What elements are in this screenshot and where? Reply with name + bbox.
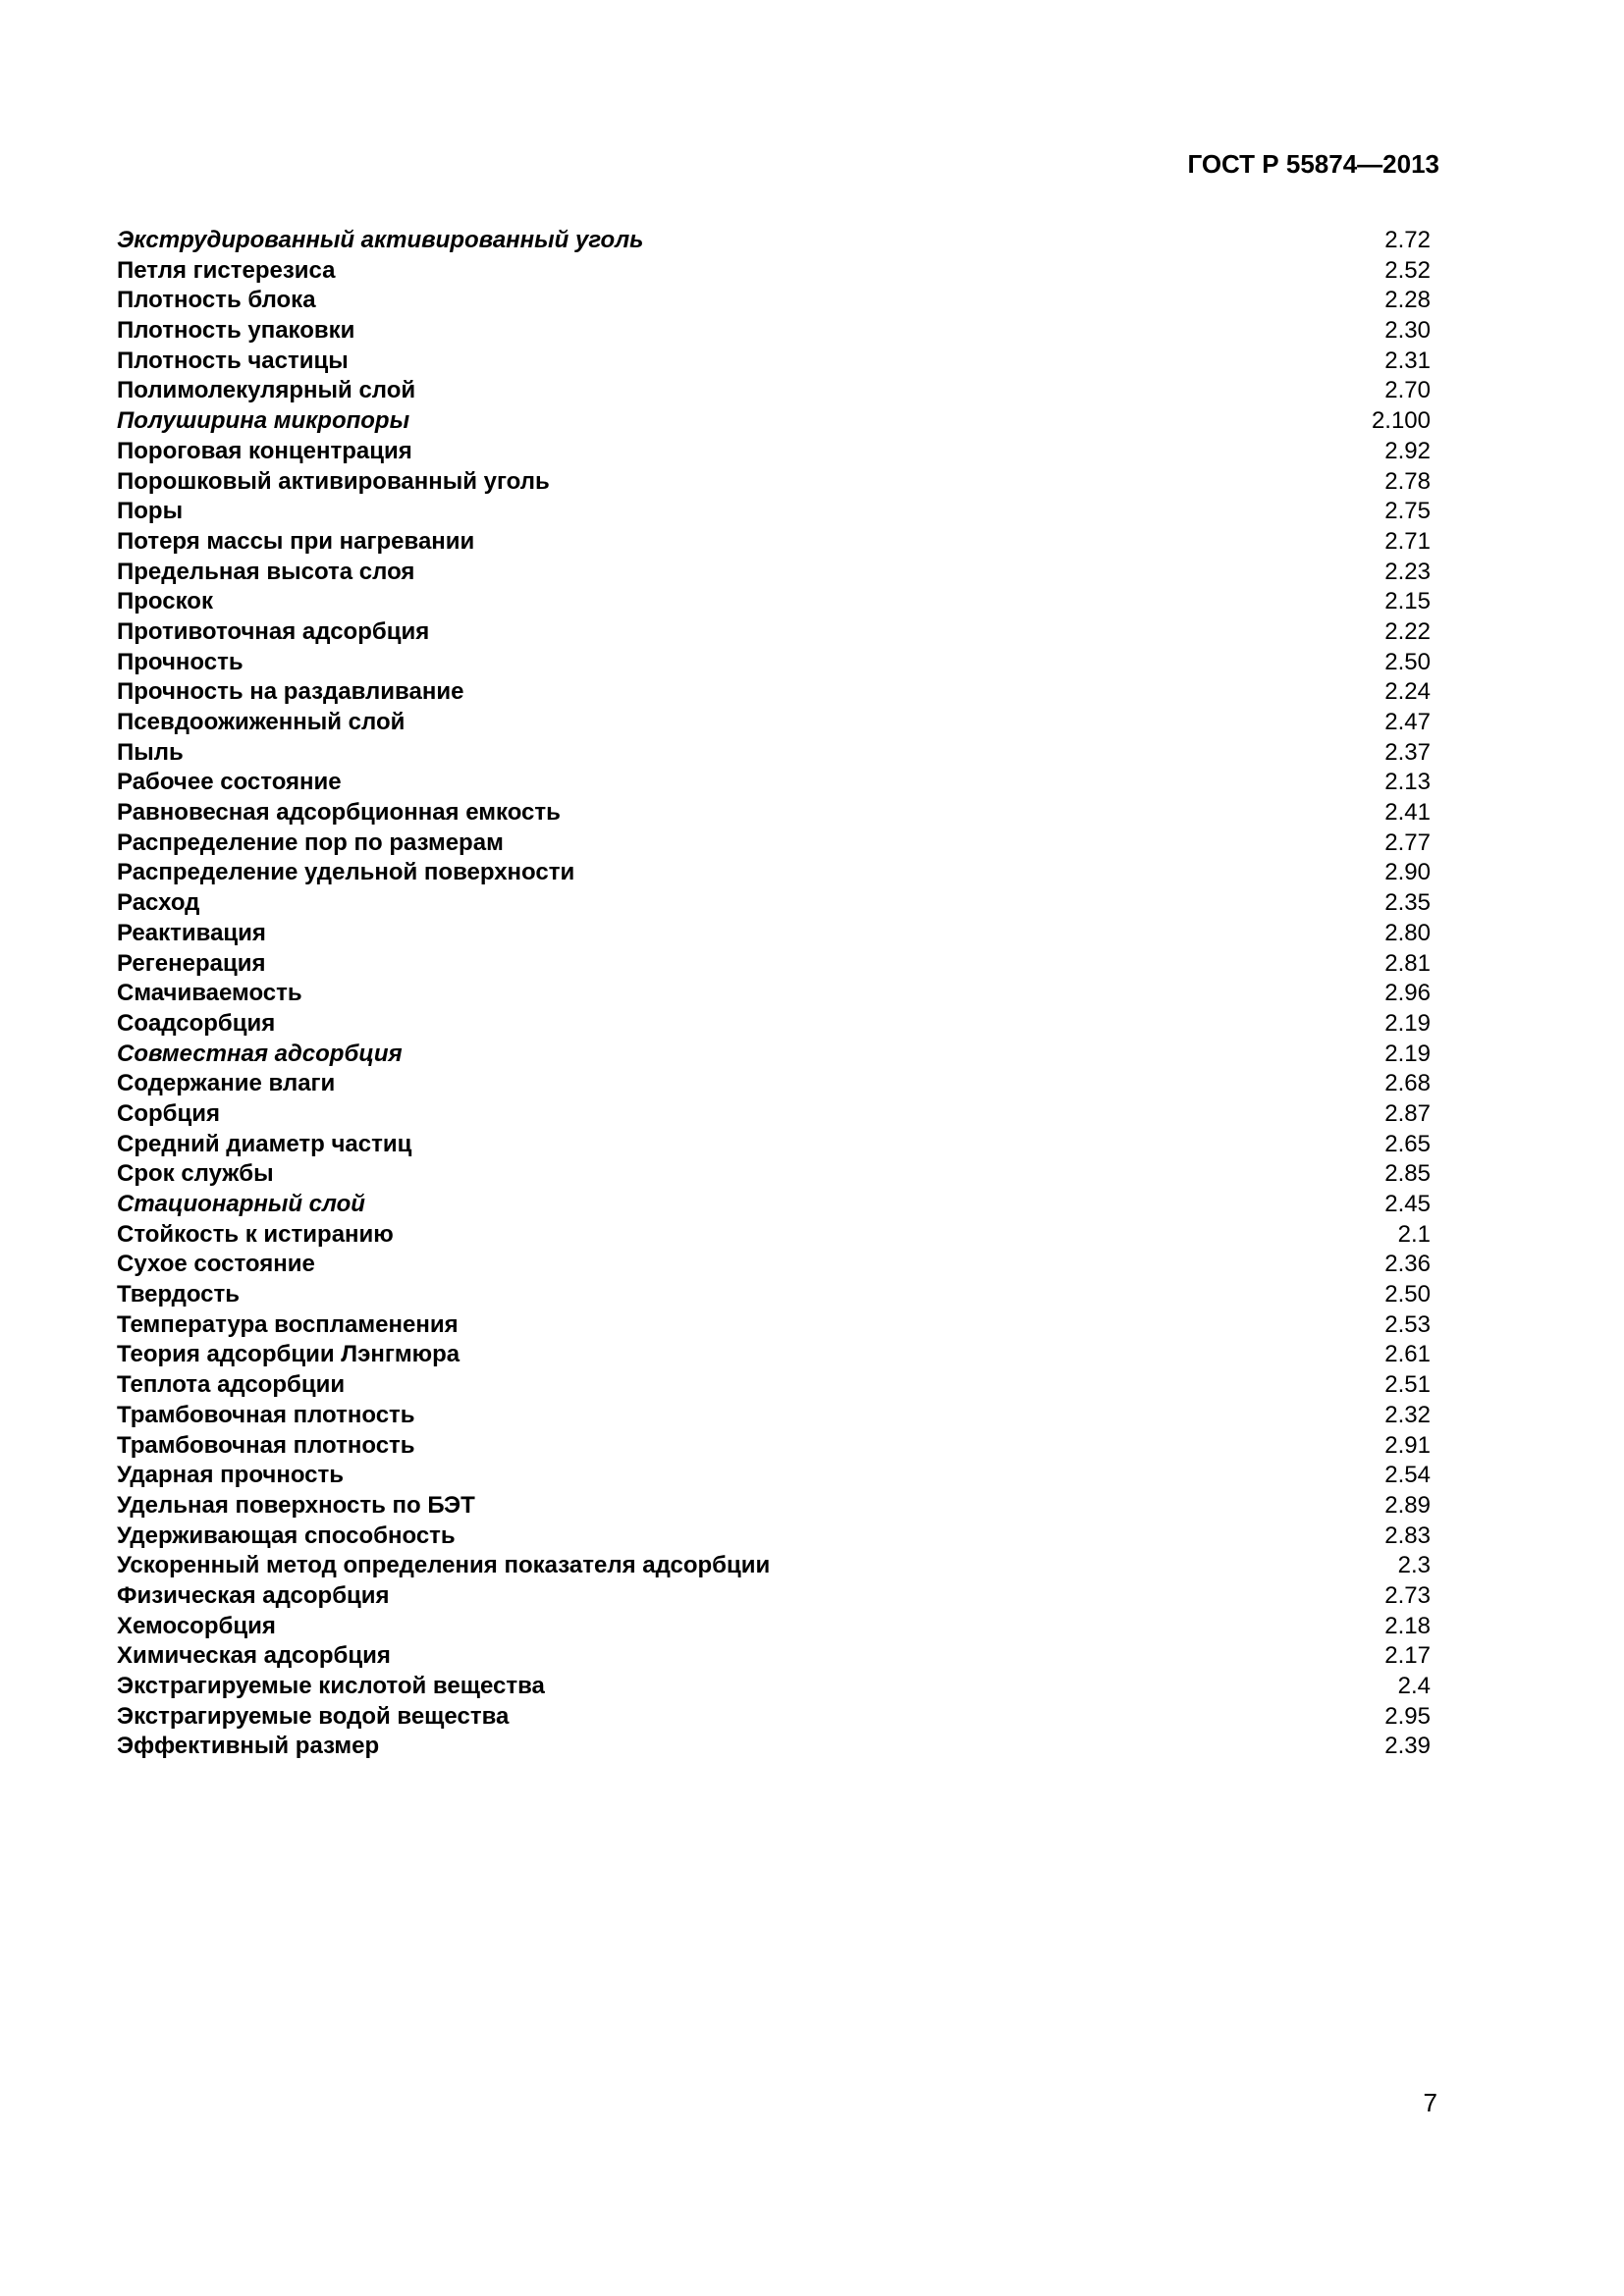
term-row bbox=[117, 1461, 1431, 1491]
term-reference: 2.71 bbox=[1384, 527, 1431, 555]
term-reference: 2.32 bbox=[1384, 1401, 1431, 1428]
term-name: Эффективный размер bbox=[117, 1733, 380, 1760]
term-row bbox=[117, 798, 1431, 828]
term-row bbox=[117, 708, 1431, 738]
term-name: Ускоренный метод определения показателя адсорбции bbox=[117, 1552, 771, 1579]
term-row bbox=[117, 1370, 1431, 1401]
term-reference: 2.100 bbox=[1371, 407, 1431, 435]
term-row bbox=[117, 587, 1431, 617]
term-row bbox=[117, 919, 1431, 949]
term-name: Трамбовочная плотность bbox=[117, 1431, 415, 1459]
term-reference: 2.45 bbox=[1384, 1191, 1431, 1217]
term-reference: 2.51 bbox=[1384, 1371, 1431, 1399]
term-reference: 2.19 bbox=[1384, 1009, 1431, 1037]
term-reference: 2.24 bbox=[1384, 678, 1431, 706]
term-name: Пыль bbox=[117, 738, 184, 766]
term-name: Стойкость к истиранию bbox=[117, 1220, 394, 1248]
term-row bbox=[117, 1522, 1431, 1552]
term-name: Полуширина микропоры bbox=[117, 407, 410, 435]
term-row bbox=[117, 316, 1431, 347]
term-row bbox=[117, 256, 1431, 287]
term-name: Плотность частицы bbox=[117, 347, 349, 374]
term-row bbox=[117, 1099, 1431, 1130]
term-name: Сорбция bbox=[117, 1099, 220, 1127]
term-name: Удельная поверхность по БЭТ bbox=[117, 1491, 475, 1519]
term-name: Расход bbox=[117, 889, 200, 917]
term-reference: 2.81 bbox=[1384, 949, 1431, 977]
term-row bbox=[117, 1159, 1431, 1190]
term-reference: 2.50 bbox=[1384, 1281, 1431, 1308]
term-row bbox=[117, 1732, 1431, 1762]
term-row bbox=[117, 1431, 1431, 1462]
term-reference: 2.90 bbox=[1384, 859, 1431, 886]
term-name: Сухое состояние bbox=[117, 1251, 315, 1278]
term-name: Содержание влаги bbox=[117, 1070, 336, 1097]
term-name: Псевдоожиженный слой bbox=[117, 709, 406, 735]
term-reference: 2.28 bbox=[1384, 287, 1431, 314]
term-reference: 2.96 bbox=[1384, 980, 1431, 1007]
term-name: Пороговая концентрация bbox=[117, 437, 412, 464]
term-name: Экстрагируемые водой вещества bbox=[117, 1702, 510, 1730]
term-reference: 2.13 bbox=[1384, 769, 1431, 796]
term-name: Распределение пор по размерам bbox=[117, 828, 504, 856]
term-reference: 2.73 bbox=[1384, 1581, 1431, 1609]
term-row bbox=[117, 648, 1431, 678]
term-reference: 2.92 bbox=[1384, 437, 1431, 464]
term-name: Теория адсорбции Лэнгмюра bbox=[117, 1341, 460, 1368]
term-name: Смачиваемость bbox=[117, 980, 302, 1007]
term-name: Твердость bbox=[117, 1281, 241, 1308]
term-name: Физическая адсорбция bbox=[117, 1581, 390, 1609]
term-row bbox=[117, 347, 1431, 377]
term-row bbox=[117, 527, 1431, 558]
term-name: Проскок bbox=[117, 588, 213, 615]
term-reference: 2.83 bbox=[1384, 1522, 1431, 1549]
term-row bbox=[117, 1551, 1431, 1581]
term-name: Плотность упаковки bbox=[117, 317, 355, 345]
term-name: Равновесная адсорбционная емкость bbox=[117, 799, 561, 827]
term-name: Противоточная адсорбция bbox=[117, 617, 430, 645]
term-reference: 2.78 bbox=[1384, 467, 1431, 495]
term-row bbox=[117, 497, 1431, 527]
term-reference: 2.41 bbox=[1384, 799, 1431, 827]
term-reference: 2.68 bbox=[1384, 1070, 1431, 1097]
term-name: Соадсорбция bbox=[117, 1009, 276, 1037]
term-reference: 2.31 bbox=[1384, 347, 1431, 374]
term-name: Стационарный слой bbox=[117, 1191, 365, 1217]
document-code-header: ГОСТ Р 55874—2013 bbox=[1187, 149, 1439, 179]
term-reference: 2.77 bbox=[1384, 828, 1431, 856]
term-name: Температура воспламенения bbox=[117, 1310, 459, 1338]
term-name: Теплота адсорбции bbox=[117, 1371, 346, 1399]
term-name: Прочность bbox=[117, 648, 244, 675]
term-reference: 2.70 bbox=[1384, 377, 1431, 404]
term-row bbox=[117, 226, 1431, 256]
term-name: Экстрагируемые кислотой вещества bbox=[117, 1673, 545, 1699]
term-row bbox=[117, 437, 1431, 467]
term-row bbox=[117, 1069, 1431, 1099]
term-row bbox=[117, 1190, 1431, 1220]
term-row bbox=[117, 1581, 1431, 1612]
term-reference: 2.37 bbox=[1384, 738, 1431, 766]
term-row bbox=[117, 1040, 1431, 1070]
term-reference: 2.95 bbox=[1384, 1702, 1431, 1730]
term-row bbox=[117, 1672, 1431, 1702]
term-reference: 2.52 bbox=[1384, 256, 1431, 284]
term-reference: 2.50 bbox=[1384, 648, 1431, 675]
term-reference: 2.19 bbox=[1384, 1040, 1431, 1067]
term-name: Совместная адсорбция bbox=[117, 1040, 403, 1067]
term-reference: 2.39 bbox=[1384, 1733, 1431, 1760]
term-name: Предельная высота слоя bbox=[117, 558, 415, 585]
term-name: Рабочее состояние bbox=[117, 769, 342, 796]
term-name: Ударная прочность bbox=[117, 1462, 345, 1489]
term-reference: 2.47 bbox=[1384, 709, 1431, 735]
term-row bbox=[117, 617, 1431, 648]
term-row bbox=[117, 1280, 1431, 1310]
term-row bbox=[117, 1401, 1431, 1431]
term-reference: 2.54 bbox=[1384, 1462, 1431, 1489]
term-row bbox=[117, 558, 1431, 588]
term-name: Поры bbox=[117, 498, 184, 525]
term-name: Плотность блока bbox=[117, 287, 316, 314]
term-row bbox=[117, 286, 1431, 316]
term-name: Порошковый активированный уголь bbox=[117, 467, 550, 495]
term-row bbox=[117, 828, 1431, 859]
term-reference: 2.35 bbox=[1384, 889, 1431, 917]
term-reference: 2.4 bbox=[1397, 1673, 1431, 1699]
term-reference: 2.23 bbox=[1384, 558, 1431, 585]
term-name: Средний диаметр частиц bbox=[117, 1130, 412, 1157]
term-row bbox=[117, 768, 1431, 798]
term-reference: 2.3 bbox=[1397, 1552, 1431, 1579]
term-name: Петля гистерезиса bbox=[117, 256, 336, 284]
term-reference: 2.15 bbox=[1384, 588, 1431, 615]
term-row bbox=[117, 677, 1431, 708]
term-row bbox=[117, 1220, 1431, 1251]
term-name: Трамбовочная плотность bbox=[117, 1401, 415, 1428]
term-row bbox=[117, 949, 1431, 980]
term-reference: 2.61 bbox=[1384, 1341, 1431, 1368]
term-row bbox=[117, 738, 1431, 769]
term-name: Распределение удельной поверхности bbox=[117, 859, 575, 886]
term-name: Регенерация bbox=[117, 949, 266, 977]
term-reference: 2.65 bbox=[1384, 1130, 1431, 1157]
term-reference: 2.87 bbox=[1384, 1099, 1431, 1127]
page-number: 7 bbox=[1423, 2088, 1437, 2117]
term-name: Химическая адсорбция bbox=[117, 1642, 391, 1670]
term-reference: 2.1 bbox=[1397, 1220, 1431, 1248]
term-row bbox=[117, 888, 1431, 919]
term-row bbox=[117, 1612, 1431, 1642]
term-name: Потеря массы при нагревании bbox=[117, 527, 475, 555]
term-name: Удерживающая способность bbox=[117, 1522, 456, 1549]
term-name: Хемосорбция bbox=[117, 1612, 276, 1639]
term-row bbox=[117, 376, 1431, 406]
term-reference: 2.53 bbox=[1384, 1310, 1431, 1338]
term-reference: 2.17 bbox=[1384, 1642, 1431, 1670]
term-row bbox=[117, 979, 1431, 1009]
term-reference: 2.18 bbox=[1384, 1612, 1431, 1639]
term-reference: 2.30 bbox=[1384, 317, 1431, 345]
term-row bbox=[117, 406, 1431, 437]
term-reference: 2.75 bbox=[1384, 498, 1431, 525]
term-row bbox=[117, 1009, 1431, 1040]
term-row bbox=[117, 1702, 1431, 1733]
term-row bbox=[117, 1641, 1431, 1672]
term-row bbox=[117, 467, 1431, 498]
term-reference: 2.36 bbox=[1384, 1251, 1431, 1278]
term-reference: 2.91 bbox=[1384, 1431, 1431, 1459]
term-row bbox=[117, 1310, 1431, 1341]
term-name: Полимолекулярный слой bbox=[117, 377, 416, 404]
term-name: Прочность на раздавливание bbox=[117, 678, 464, 706]
term-reference: 2.22 bbox=[1384, 617, 1431, 645]
term-name: Срок службы bbox=[117, 1160, 274, 1188]
term-row bbox=[117, 1340, 1431, 1370]
term-name: Экструдированный активированный уголь bbox=[117, 227, 644, 253]
term-reference: 2.80 bbox=[1384, 919, 1431, 946]
term-row bbox=[117, 1250, 1431, 1280]
term-reference: 2.85 bbox=[1384, 1160, 1431, 1188]
term-index-list bbox=[117, 226, 1431, 1762]
term-row bbox=[117, 1130, 1431, 1160]
term-name: Реактивация bbox=[117, 919, 266, 946]
term-row bbox=[117, 1491, 1431, 1522]
term-reference: 2.89 bbox=[1384, 1491, 1431, 1519]
term-reference: 2.72 bbox=[1384, 227, 1431, 253]
term-row bbox=[117, 858, 1431, 888]
